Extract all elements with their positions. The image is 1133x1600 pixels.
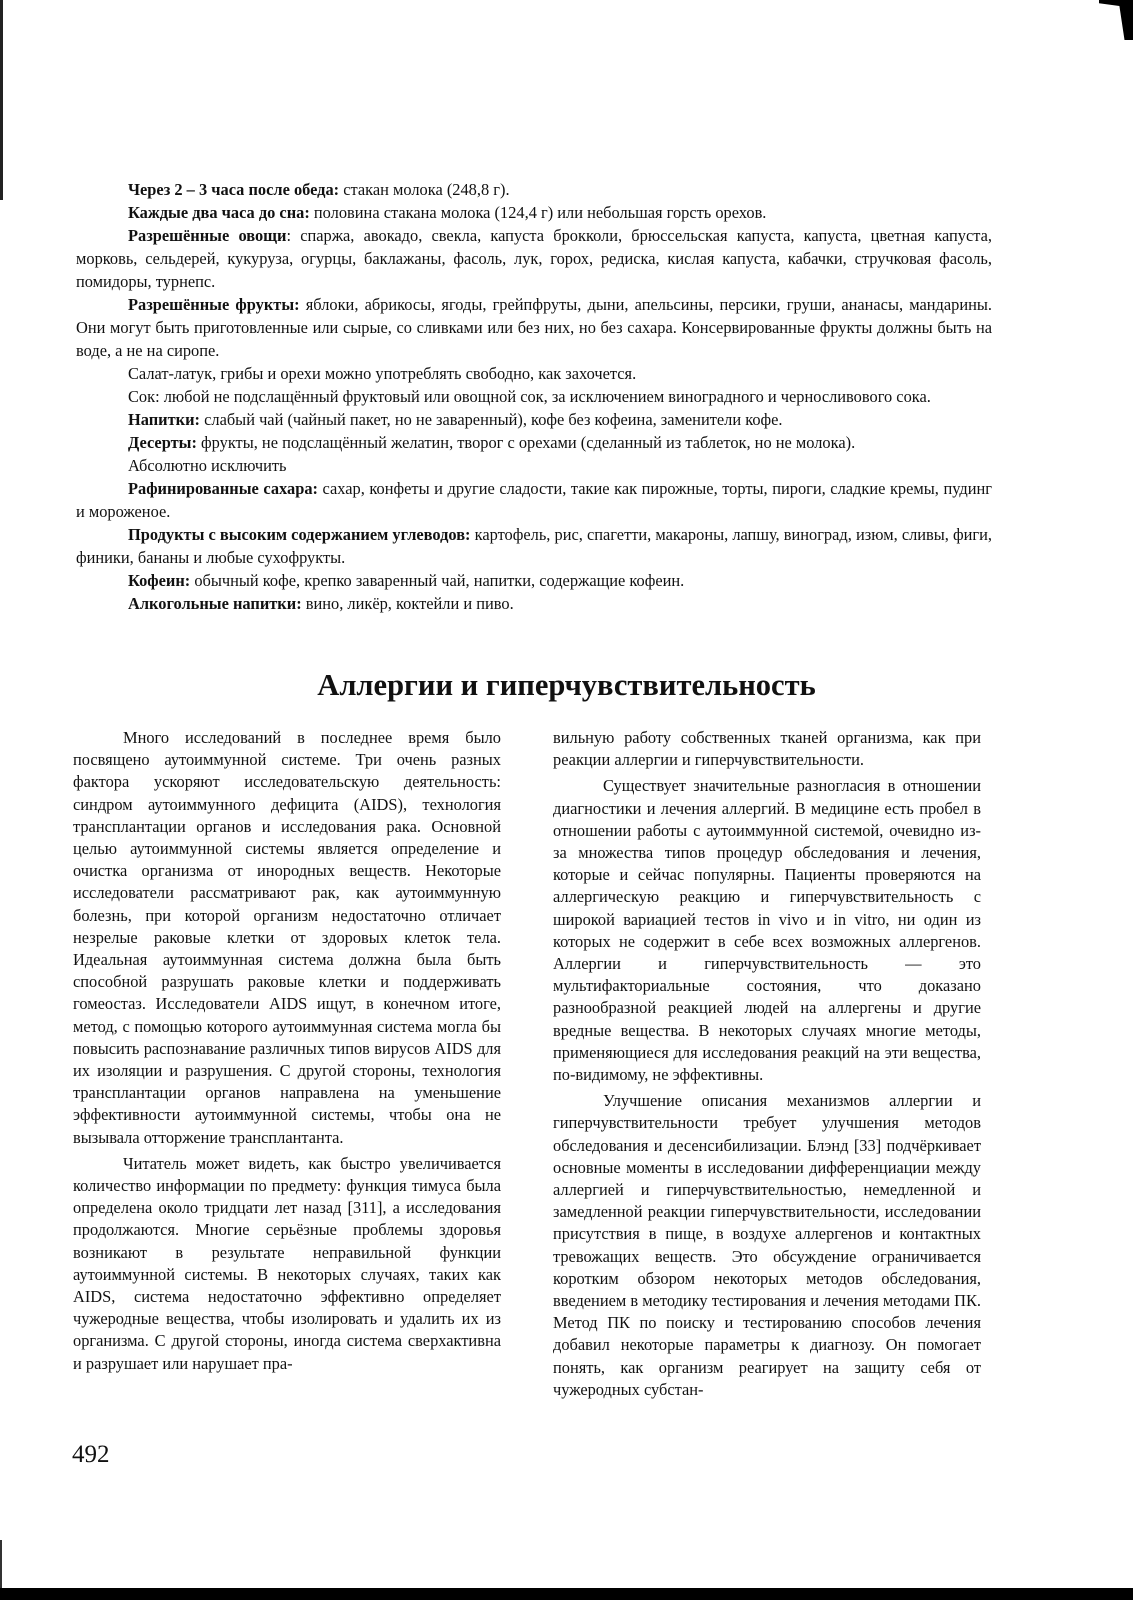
diet-item-lead: Десерты: bbox=[128, 433, 197, 452]
page-number: 492 bbox=[72, 1441, 110, 1468]
diet-item bbox=[76, 362, 992, 385]
diet-item bbox=[76, 224, 992, 293]
diet-list bbox=[76, 178, 992, 615]
diet-item bbox=[76, 201, 992, 224]
diet-item bbox=[76, 454, 992, 477]
diet-item-lead: Алкогольные напитки: bbox=[128, 594, 302, 613]
diet-item-text: обычный кофе, крепко заваренный чай, напитки, содержащие кофеин. bbox=[190, 571, 685, 590]
diet-item bbox=[76, 569, 992, 592]
diet-item-lead: Через 2 – 3 часа после обеда: bbox=[128, 180, 340, 199]
diet-item bbox=[76, 178, 992, 201]
diet-item-lead: Напитки: bbox=[128, 410, 201, 429]
body-paragraph-continuation: вильную работу собственных тканей организма, как при реакции аллергии и гиперчувствительности. bbox=[553, 728, 981, 770]
diet-item bbox=[76, 293, 992, 362]
scan-edge-left bbox=[0, 0, 3, 200]
diet-item-text: слабый чай (чайный пакет, но не заваренный), кофе без кофеина, заменители кофе. bbox=[200, 410, 783, 429]
diet-item-text: сахар, конфеты и другие сладости, такие как пирожные, торты, пироги, сладкие кремы, пудинг и мороженое. bbox=[76, 479, 992, 521]
body-paragraph: Улучшение описания механизмов аллергии и гиперчувствительности требует улучшения методов обследования и десенсибилизации. Блэнд [33] подчёркивает основные моменты в исследовании дифференциации между аллергией и гиперчувствительностью, немедленной и замедленной реакции гиперчувствительности, исследовании присутствия в пище, в воздухе аллергенов и контактных тревожащих веществ. Это обсуждение ограничивается коротким обзором некоторых методов обследования, введением в методику тестирования и лечения методами ПК. Метод ПК по поиску и тестированию способов лечения добавил некоторые параметры к диагнозу. Он помогает понять, как организм реагирует на защиту себя от чужеродных субстан- bbox=[553, 1091, 981, 1399]
diet-item-text: Абсолютно исключить bbox=[128, 456, 287, 475]
diet-item-text: стакан молока (248,8 г). bbox=[339, 180, 510, 199]
diet-item-lead: Разрешённые фрукты: bbox=[128, 295, 300, 314]
right-column bbox=[553, 727, 981, 1401]
diet-item bbox=[76, 523, 992, 569]
diet-item bbox=[76, 431, 992, 454]
body-paragraph: Много исследований в последнее время было посвящено аутоиммунной системе. Три очень разных фактора ускоряют исследовательскую деятельность: синдром аутоиммунного дефицита (AIDS), технология трансплантации органов и исследования рака. Основной целью аутоиммунной системы является определение и очистка организма от инородных веществ. Некоторые исследователи рассматривают рак, как аутоиммунную болезнь, при которой организм недостаточно отличает незрелые раковые клетки от здоровых клеток тела. Идеальная аутоиммунная система должна была быть способной разрушать раковые клетки и поддерживать гомеостаз. Исследователи AIDS ищут, в конечном итоге, метод, с помощью которого аутоиммунная система могла бы повысить распознавание различных типов вирусов AIDS для их изоляции и разрушения. С другой стороны, технология трансплантации органов направлена на уменьшение эффективности аутоиммунной системы, чтобы она не вызывала отторжение трансплантанта. bbox=[73, 728, 501, 1147]
diet-item bbox=[76, 408, 992, 431]
diet-item-lead: Рафинированные сахара: bbox=[128, 479, 318, 498]
diet-item-lead: Кофеин: bbox=[128, 571, 191, 590]
body-paragraph: Читатель может видеть, как быстро увеличивается количество информации по предмету: функция тимуса была определена около тридцати лет назад [311], а исследования продолжаются. Многие серьёзные проблемы здоровья возникают в результате неправильной функции аутоиммунной системы. В некоторых случаях, таких как AIDS, система недостаточно эффективно определяет чужеродные вещества, чтобы изолировать и удалить их из организма. С другой стороны, иногда система сверхактивна и разрушает или нарушает пра- bbox=[73, 1153, 501, 1373]
diet-item-lead: Продукты с высоким содержанием углеводов: bbox=[128, 525, 471, 544]
diet-item-text: картофель, рис, спагетти, макароны, лапшу, виноград, изюм, сливы, фиги, финики, бананы и любые сухофрукты. bbox=[76, 525, 992, 567]
diet-item-text: яблоки, абрикосы, ягоды, грейпфруты, дыни, апельсины, персики, груши, ананасы, мандарины. Они могут быть приготовленные или сырые, со сливками или без них, но без сахара. Консервированные фрукты должны быть на воде, а не на сиропе. bbox=[76, 295, 992, 360]
diet-item-lead: Разрешённые овощи bbox=[128, 226, 287, 245]
diet-item-text: вино, ликёр, коктейли и пиво. bbox=[301, 594, 514, 613]
diet-item-text: фрукты, не подслащённый желатин, творог с орехами (сделанный из таблеток, но не молока). bbox=[196, 433, 856, 452]
diet-item-text: Сок: любой не подслащённый фруктовый или овощной сок, за исключением виноградного и черносливового сока. bbox=[128, 387, 931, 406]
diet-item-text: Салат-латук, грибы и орехи можно употреблять свободно, как захочется. bbox=[128, 364, 637, 383]
body-paragraph: Существует значительные разногласия в отношении диагностики и лечения аллергий. В медицине есть пробел в отношении работы с аутоиммунной системой, очевидно из-за множества типов процедур обследования и лечения, которые и сейчас популярны. Пациенты проверяются на аллергическую реакцию и гиперчувствительность с широкой вариацией тестов in vivo и in vitro, ни один из которых не содержит в себе всех возможных аллергенов. Аллергии и гиперчувствительность — это мультифакториальные состояния, что доказано разнообразной реакцией людей на аллергены и другие вредные вещества. В некоторых случаях многие методы, применяющиеся для исследования реакций на эти вещества, по-видимому, не эффективны. bbox=[553, 776, 981, 1085]
diet-item-text: : спаржа, авокадо, свекла, капуста брокколи, брюссельская капуста, капуста, цветная капуста, морковь, сельдерей, кукуруза, огурцы, баклажаны, фасоль, лук, горох, редиска, кислая капуста, кабачки, стручковая фасоль, помидоры, турнепс. bbox=[76, 226, 992, 291]
scan-edge-bottom bbox=[0, 1588, 1133, 1600]
diet-item bbox=[76, 477, 992, 523]
diet-item-lead: Каждые два часа до сна: bbox=[128, 203, 310, 222]
section-heading: Аллергии и гиперчувствительность bbox=[317, 668, 816, 702]
left-column bbox=[73, 727, 501, 1375]
diet-item bbox=[76, 592, 992, 615]
diet-item-text: половина стакана молока (124,4 г) или небольшая горсть орехов. bbox=[309, 203, 767, 222]
diet-item bbox=[76, 385, 992, 408]
scan-corner-mark bbox=[1099, 0, 1133, 40]
